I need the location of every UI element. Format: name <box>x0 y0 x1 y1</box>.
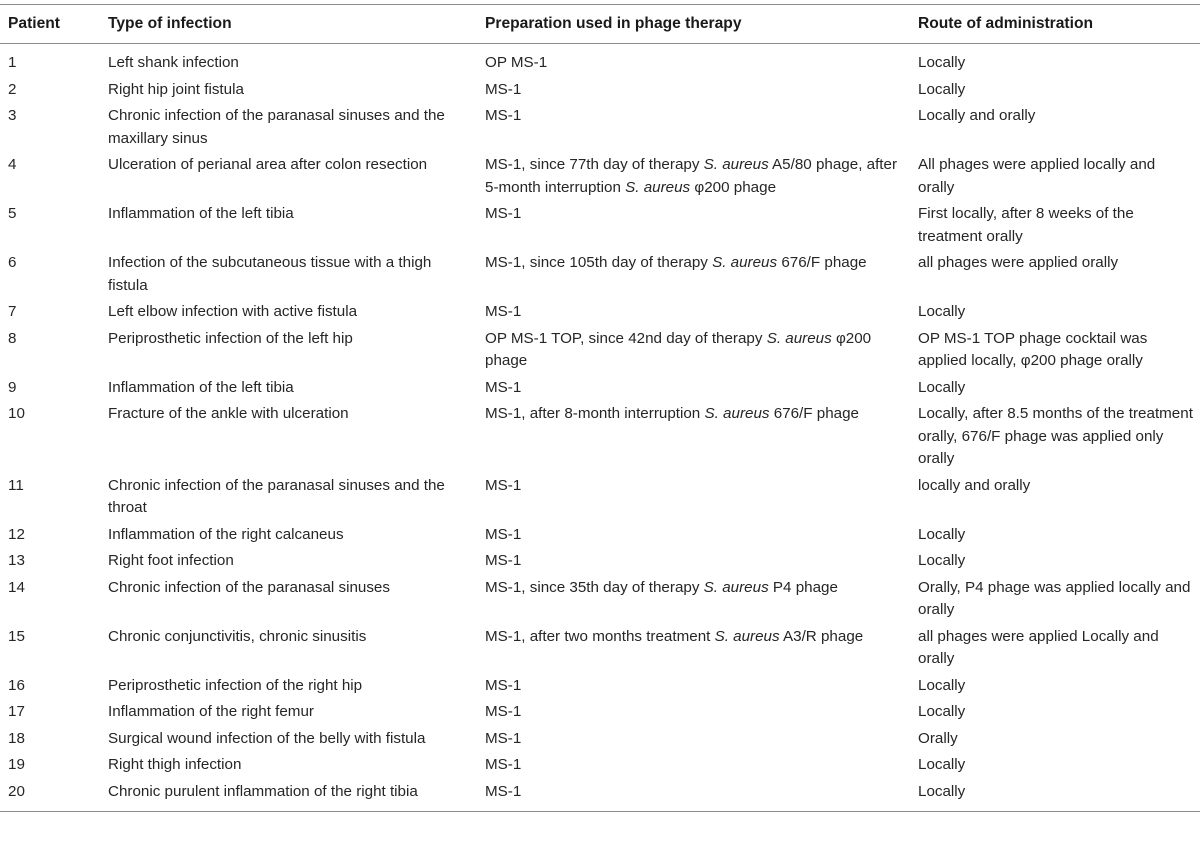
cell-type-of-infection: Inflammation of the right calcaneus <box>108 525 344 543</box>
cell-preparation <box>479 248 912 297</box>
preparation-text: MS-1 <box>485 525 522 543</box>
cell-patient: 1 <box>8 54 17 71</box>
cell-route: all phages were applied orally <box>918 254 1119 271</box>
cell-type-of-infection: Periprosthetic infection of the left hip <box>108 329 353 347</box>
table-row <box>0 520 1200 547</box>
cell-preparation <box>479 101 912 150</box>
preparation-text: φ200 phage <box>485 329 872 369</box>
cell-patient: 7 <box>8 303 17 320</box>
preparation-text: MS-1 <box>485 729 522 747</box>
table-row <box>0 199 1200 248</box>
cell-route: Locally <box>918 676 966 694</box>
header-type-of-infection: Type of infection <box>108 14 232 32</box>
cell-preparation <box>479 199 912 248</box>
species-name: S. aureus <box>766 329 832 347</box>
preparation-text: MS-1 <box>485 107 522 124</box>
species-name: S. aureus <box>714 627 780 645</box>
header-preparation: Preparation used in phage therapy <box>485 14 742 32</box>
table-row <box>0 101 1200 150</box>
cell-type-of-infection: Chronic infection of the paranasal sinuses and the maxillary sinus <box>108 107 445 147</box>
cell-type-of-infection: Inflammation of the left tibia <box>108 205 294 222</box>
cell-type-of-infection: Left shank infection <box>108 54 239 71</box>
cell-preparation <box>479 297 912 324</box>
cell-preparation <box>479 777 912 812</box>
table-row <box>0 777 1200 812</box>
cell-route: all phages were applied Locally and orally <box>918 627 1159 667</box>
cell-patient: 13 <box>8 552 25 569</box>
cell-route: Locally <box>918 756 966 773</box>
cell-preparation <box>479 75 912 102</box>
cell-type-of-infection: Fracture of the ankle with ulceration <box>108 405 349 422</box>
table-row <box>0 373 1200 400</box>
cell-route: Orally, P4 phage was applied locally and orally <box>918 578 1191 618</box>
cell-patient: 12 <box>8 525 25 543</box>
cell-preparation <box>479 324 912 373</box>
cell-patient: 20 <box>8 782 25 800</box>
table-body <box>0 44 1200 812</box>
phage-therapy-table <box>0 4 1200 812</box>
table-row <box>0 573 1200 622</box>
cell-route: Locally <box>918 525 966 543</box>
cell-patient: 11 <box>8 476 24 494</box>
table-row <box>0 44 1200 75</box>
cell-route: locally and orally <box>918 476 1031 494</box>
table-row <box>0 546 1200 573</box>
cell-type-of-infection: Left elbow infection with active fistula <box>108 303 358 320</box>
preparation-text: MS-1 <box>485 80 522 98</box>
cell-route: Locally <box>918 54 966 71</box>
cell-type-of-infection: Right hip joint fistula <box>108 80 244 98</box>
preparation-text: MS-1, since 35th day of therapy <box>485 578 704 596</box>
cell-preparation <box>479 671 912 698</box>
cell-route: Locally <box>918 703 966 720</box>
table-row <box>0 150 1200 199</box>
cell-patient: 14 <box>8 578 25 596</box>
preparation-text: A3/R phage <box>779 627 864 645</box>
table-row <box>0 75 1200 102</box>
table-row <box>0 724 1200 751</box>
cell-preparation <box>479 573 912 622</box>
species-name: S. aureus <box>703 156 769 173</box>
cell-preparation <box>479 750 912 777</box>
cell-route: Locally <box>918 303 966 320</box>
table-header <box>0 5 1200 44</box>
preparation-text: 676/F phage <box>777 254 867 271</box>
cell-patient: 17 <box>8 703 25 720</box>
preparation-text: OP MS-1 <box>485 54 548 71</box>
cell-route: First locally, after 8 weeks of the treatment orally <box>918 205 1134 245</box>
cell-type-of-infection: Surgical wound infection of the belly with fistula <box>108 729 426 747</box>
cell-preparation <box>479 44 912 75</box>
cell-type-of-infection: Periprosthetic infection of the right hip <box>108 676 363 694</box>
cell-type-of-infection: Right foot infection <box>108 552 234 569</box>
table-row <box>0 622 1200 671</box>
table-row <box>0 750 1200 777</box>
table-row <box>0 324 1200 373</box>
cell-route: Locally <box>918 378 966 396</box>
preparation-text: MS-1, since 77th day of therapy <box>485 156 704 173</box>
cell-patient: 10 <box>8 405 25 422</box>
preparation-text: MS-1, after two months treatment <box>485 627 715 645</box>
cell-preparation <box>479 399 912 471</box>
preparation-text: MS-1 <box>485 676 522 694</box>
cell-preparation <box>479 724 912 751</box>
header-route: Route of administration <box>918 14 1093 32</box>
preparation-text: 676/F phage <box>769 405 860 422</box>
cell-patient: 9 <box>8 378 17 396</box>
preparation-text: MS-1 <box>485 205 522 222</box>
cell-route: Locally <box>918 552 966 569</box>
table-row <box>0 671 1200 698</box>
preparation-text: MS-1 <box>485 303 522 320</box>
preparation-text: MS-1 <box>485 756 522 773</box>
cell-patient: 19 <box>8 756 25 773</box>
preparation-text: φ200 phage <box>690 178 777 196</box>
header-patient: Patient <box>8 14 60 32</box>
preparation-text: MS-1 <box>485 476 522 494</box>
species-name: S. aureus <box>712 254 778 271</box>
preparation-text: MS-1 <box>485 552 522 569</box>
cell-type-of-infection: Chronic conjunctivitis, chronic sinusitis <box>108 627 367 645</box>
cell-preparation <box>479 471 912 520</box>
table-row <box>0 248 1200 297</box>
species-name: S. aureus <box>625 178 691 196</box>
cell-route: Locally, after 8.5 months of the treatment orally, 676/F phage was applied only orally <box>918 405 1193 467</box>
cell-preparation <box>479 697 912 724</box>
cell-patient: 2 <box>8 80 17 98</box>
cell-type-of-infection: Chronic infection of the paranasal sinuses <box>108 578 390 596</box>
cell-route: Locally <box>918 782 966 800</box>
cell-type-of-infection: Chronic purulent inflammation of the right tibia <box>108 782 418 800</box>
cell-patient: 3 <box>8 107 17 124</box>
cell-route: Locally <box>918 80 966 98</box>
cell-preparation <box>479 373 912 400</box>
cell-preparation <box>479 622 912 671</box>
cell-type-of-infection: Right thigh infection <box>108 756 242 773</box>
header-row <box>0 5 1200 44</box>
species-name: S. aureus <box>703 578 769 596</box>
cell-patient: 5 <box>8 205 17 222</box>
preparation-text: OP MS-1 TOP, since 42nd day of therapy <box>485 329 767 347</box>
cell-preparation <box>479 520 912 547</box>
preparation-text: MS-1 <box>485 782 522 800</box>
cell-route: Orally <box>918 729 958 747</box>
cell-preparation <box>479 150 912 199</box>
cell-type-of-infection: Inflammation of the left tibia <box>108 378 294 396</box>
cell-route: Locally and orally <box>918 107 1036 124</box>
preparation-text: P4 phage <box>768 578 838 596</box>
cell-type-of-infection: Chronic infection of the paranasal sinuses and the throat <box>108 476 445 516</box>
cell-patient: 4 <box>8 156 17 173</box>
cell-preparation <box>479 546 912 573</box>
table-row <box>0 399 1200 471</box>
cell-route: All phages were applied locally and orally <box>918 156 1156 196</box>
preparation-text: MS-1, after 8-month interruption <box>485 405 705 422</box>
cell-type-of-infection: Inflammation of the right femur <box>108 703 314 720</box>
cell-patient: 6 <box>8 254 17 271</box>
preparation-text: MS-1 <box>485 703 522 720</box>
cell-patient: 16 <box>8 676 25 694</box>
table-row <box>0 297 1200 324</box>
preparation-text: A5/80 phage, after 5-month interruption <box>485 156 898 196</box>
preparation-text: MS-1, since 105th day of therapy <box>485 254 713 271</box>
species-name: S. aureus <box>704 405 770 422</box>
cell-route: OP MS-1 TOP phage cocktail was applied locally, φ200 phage orally <box>918 329 1148 369</box>
cell-patient: 18 <box>8 729 25 747</box>
cell-patient: 8 <box>8 329 17 347</box>
table-row <box>0 697 1200 724</box>
cell-patient: 15 <box>8 627 25 645</box>
cell-type-of-infection: Infection of the subcutaneous tissue with a thigh fistula <box>108 254 432 294</box>
cell-type-of-infection: Ulceration of perianal area after colon resection <box>108 156 428 173</box>
table-row <box>0 471 1200 520</box>
preparation-text: MS-1 <box>485 378 522 396</box>
